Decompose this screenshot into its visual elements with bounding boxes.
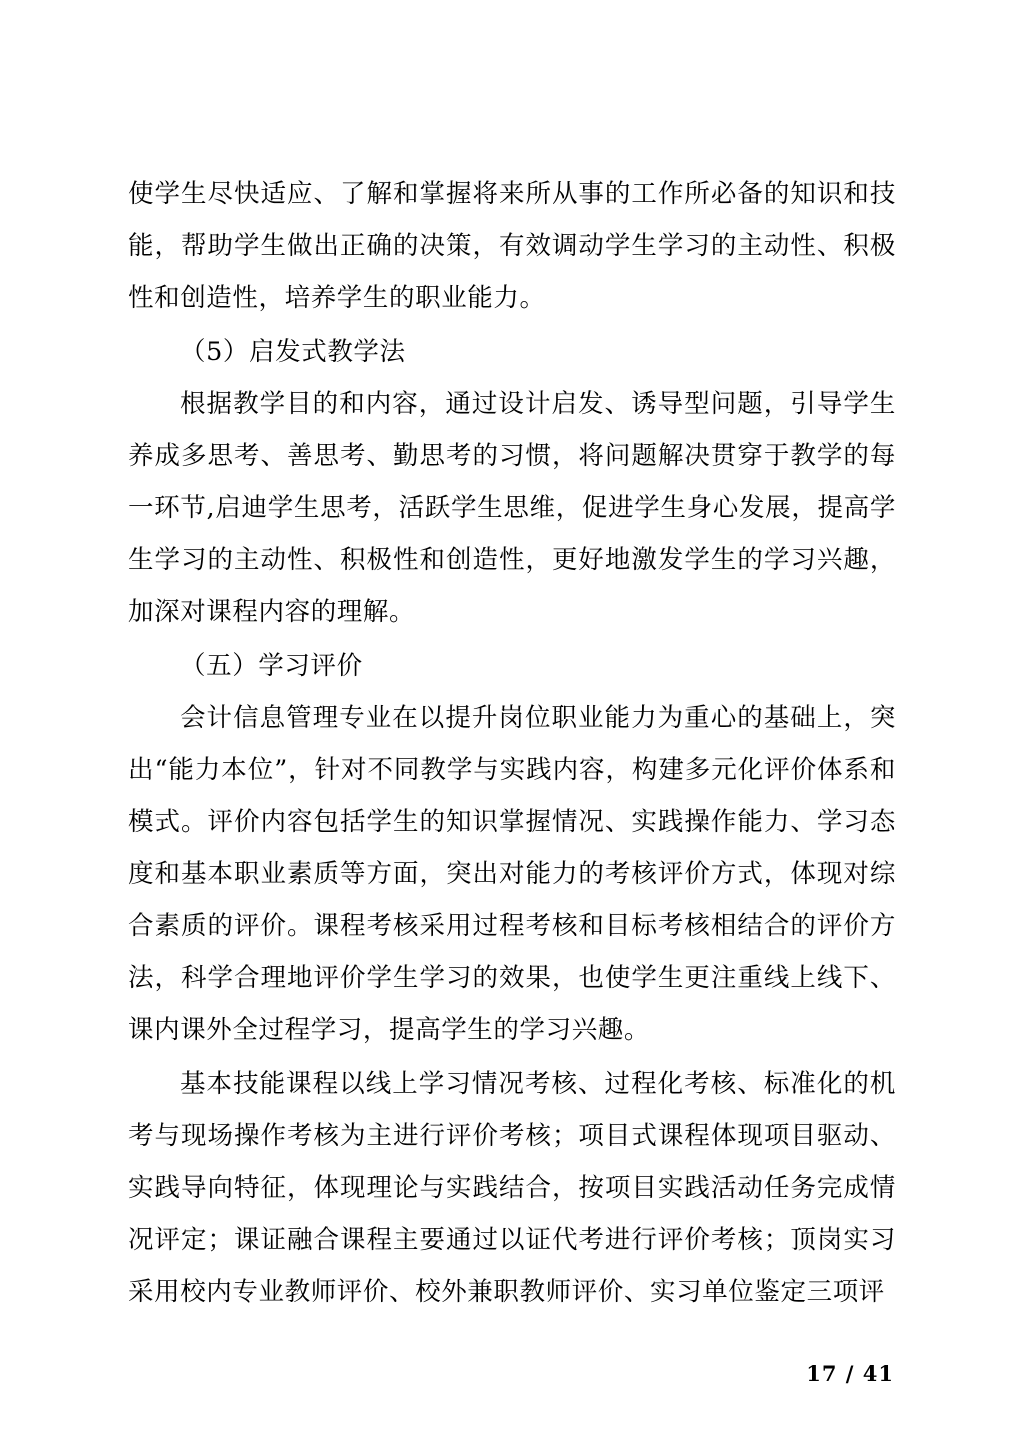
paragraph-heuristic-body: 根据教学目的和内容，通过设计启发、诱导型问题，引导学生养成多思考、善思考、勤思考的习惯，将问题解决贯穿于教学的每一环节,启迪学生思考，活跃学生思维，促进学生身心发展，提高学生学习的主动性、积极性和创造性，更好地激发学生的学习兴趣，加深对课程内容的理解。 bbox=[128, 389, 896, 627]
page-content bbox=[128, 168, 896, 1320]
paragraph-evaluation-first: 会计信息管理专业在以提升岗位职业能力为重心的基础上，突出“能力本位”，针对不同教学与实践内容，构建多元化评价体系和模式。评价内容包括学生的知识掌握情况、实践操作能力、学习态度和基本职业素质等方面，突出对能力的考核评价方式，体现对综合素质的评价。课程考核采用过程考核和目标考核相结合的评价方法，科学合理地评价学生学习的效果，也使学生更注重线上线下、课内课外全过程学习，提高学生的学习兴趣。 bbox=[128, 703, 896, 1045]
heading-heuristic-teaching: （5）启发式教学法 bbox=[180, 337, 406, 367]
paragraph-evaluation-second: 基本技能课程以线上学习情况考核、过程化考核、标准化的机考与现场操作考核为主进行评价考核；项目式课程体现项目驱动、实践导向特征，体现理论与实践结合，按项目实践活动任务完成情况评定；课证融合课程主要通过以证代考进行评价考核；顶岗实习采用校内专业教师评价、校外兼职教师评价、实习单位鉴定三项评 bbox=[128, 1069, 896, 1307]
paragraph-opening: 使学生尽快适应、了解和掌握将来所从事的工作所必备的知识和技能，帮助学生做出正确的决策，有效调动学生学习的主动性、积极性和创造性，培养学生的职业能力。 bbox=[128, 179, 896, 313]
heading-learning-evaluation: （五）学习评价 bbox=[180, 651, 363, 681]
page-number-footer: 17 / 41 bbox=[806, 1361, 894, 1386]
